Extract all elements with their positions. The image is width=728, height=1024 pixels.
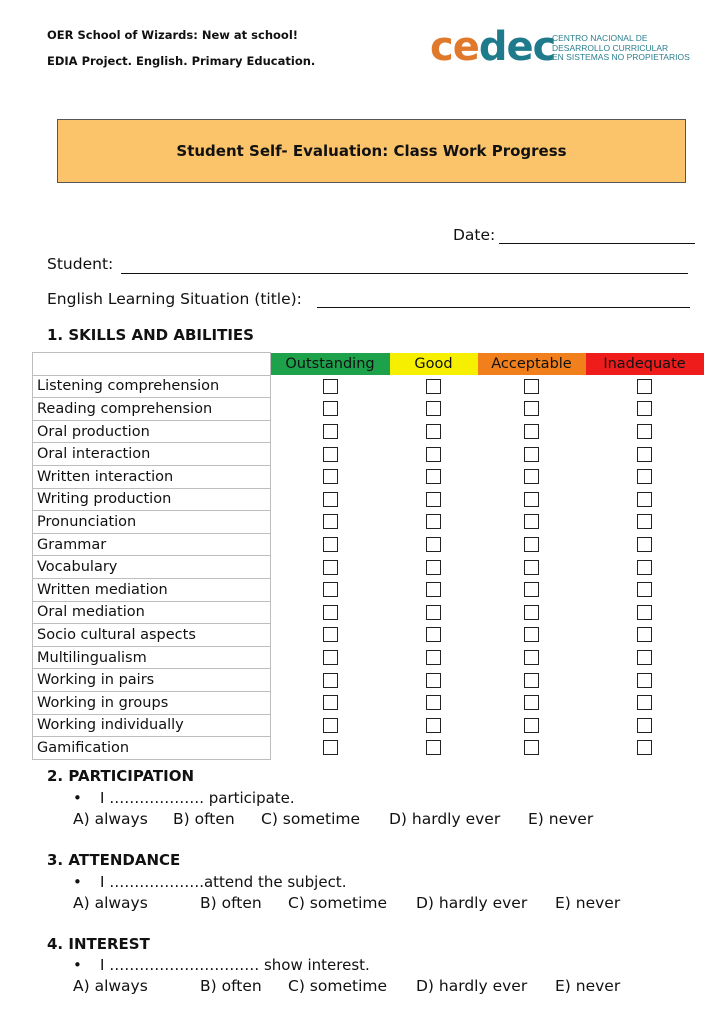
participation-option-d[interactable]: D) hardly ever	[389, 810, 501, 828]
rating-cell	[390, 533, 478, 556]
rating-cell	[390, 420, 478, 443]
skill-label: Written interaction	[33, 465, 271, 488]
skill-row	[33, 714, 704, 737]
skill-label: Vocabulary	[33, 556, 271, 579]
cedec-logo	[430, 24, 555, 70]
interest-statement: I ………………………… show interest.	[100, 956, 370, 974]
rating-checkbox-inadequate[interactable]	[637, 582, 652, 597]
column-outstanding: Outstanding	[271, 353, 390, 376]
rating-cell	[390, 443, 478, 466]
rating-cell	[586, 533, 704, 556]
rating-cell	[478, 420, 586, 443]
rating-cell	[478, 511, 586, 534]
attendance-option-a[interactable]: A) always	[73, 894, 148, 912]
skill-label: Working individually	[33, 714, 271, 737]
rating-checkbox-inadequate[interactable]	[637, 718, 652, 733]
rating-checkbox-inadequate[interactable]	[637, 605, 652, 620]
rating-cell	[271, 556, 390, 579]
participation-option-e[interactable]: E) never	[528, 810, 594, 828]
rating-cell	[271, 533, 390, 556]
logo-word-part2: dec	[478, 24, 556, 70]
interest-option-e[interactable]: E) never	[555, 977, 621, 995]
date-line[interactable]	[499, 243, 695, 244]
rating-cell	[271, 443, 390, 466]
rating-cell	[390, 646, 478, 669]
rating-checkbox-acceptable[interactable]	[524, 401, 539, 416]
rating-cell	[390, 578, 478, 601]
rating-cell	[390, 375, 478, 398]
student-label: Student:	[47, 255, 114, 273]
date-label: Date:	[453, 226, 496, 244]
rating-checkbox-inadequate[interactable]	[637, 537, 652, 552]
rating-cell	[390, 465, 478, 488]
rating-checkbox-outstanding[interactable]	[323, 469, 338, 484]
rating-cell	[586, 443, 704, 466]
rating-cell	[586, 691, 704, 714]
rating-checkbox-acceptable[interactable]	[524, 695, 539, 710]
rating-checkbox-outstanding[interactable]	[323, 627, 338, 642]
rating-checkbox-acceptable[interactable]	[524, 560, 539, 575]
rating-cell	[586, 511, 704, 534]
rating-checkbox-good[interactable]	[426, 537, 441, 552]
skill-row	[33, 511, 704, 534]
rating-cell	[478, 624, 586, 647]
rating-checkbox-inadequate[interactable]	[637, 401, 652, 416]
skill-label: Grammar	[33, 533, 271, 556]
rating-cell	[478, 601, 586, 624]
rating-checkbox-inadequate[interactable]	[637, 673, 652, 688]
rating-cell	[478, 465, 586, 488]
rating-cell	[271, 511, 390, 534]
situation-line[interactable]	[317, 307, 690, 308]
skill-row	[33, 646, 704, 669]
skill-row	[33, 669, 704, 692]
interest-heading: 4. INTEREST	[47, 935, 150, 953]
rating-checkbox-good[interactable]	[426, 740, 441, 755]
rating-cell	[586, 578, 704, 601]
rating-checkbox-outstanding[interactable]	[323, 492, 338, 507]
rating-cell	[390, 691, 478, 714]
rating-checkbox-inadequate[interactable]	[637, 740, 652, 755]
rating-cell	[271, 488, 390, 511]
rating-cell	[271, 714, 390, 737]
skills-header-row	[33, 353, 704, 376]
rating-checkbox-acceptable[interactable]	[524, 627, 539, 642]
skill-row	[33, 691, 704, 714]
rating-cell	[271, 578, 390, 601]
rating-checkbox-acceptable[interactable]	[524, 582, 539, 597]
attendance-bullet: •	[73, 873, 82, 891]
skill-row	[33, 737, 704, 760]
rating-checkbox-acceptable[interactable]	[524, 605, 539, 620]
rating-checkbox-outstanding[interactable]	[323, 424, 338, 439]
rating-checkbox-outstanding[interactable]	[323, 650, 338, 665]
rating-cell	[390, 601, 478, 624]
rating-checkbox-inadequate[interactable]	[637, 514, 652, 529]
skill-label: Written mediation	[33, 578, 271, 601]
rating-checkbox-good[interactable]	[426, 718, 441, 733]
skill-row	[33, 375, 704, 398]
rating-cell	[586, 375, 704, 398]
rating-checkbox-outstanding[interactable]	[323, 401, 338, 416]
rating-checkbox-acceptable[interactable]	[524, 740, 539, 755]
skill-label: Oral production	[33, 420, 271, 443]
rating-checkbox-outstanding[interactable]	[323, 514, 338, 529]
participation-option-c[interactable]: C) sometime	[261, 810, 361, 828]
rating-cell	[271, 669, 390, 692]
interest-option-c[interactable]: C) sometime	[288, 977, 388, 995]
rating-checkbox-outstanding[interactable]	[323, 447, 338, 462]
rating-checkbox-good[interactable]	[426, 401, 441, 416]
rating-checkbox-good[interactable]	[426, 695, 441, 710]
skill-row	[33, 420, 704, 443]
interest-bullet: •	[73, 956, 82, 974]
skill-label: Oral mediation	[33, 601, 271, 624]
rating-cell	[586, 601, 704, 624]
rating-checkbox-acceptable[interactable]	[524, 537, 539, 552]
rating-cell	[271, 420, 390, 443]
skills-table	[32, 352, 704, 760]
rating-checkbox-outstanding[interactable]	[323, 673, 338, 688]
rating-checkbox-inadequate[interactable]	[637, 560, 652, 575]
skill-label: Multilingualism	[33, 646, 271, 669]
rating-cell	[478, 714, 586, 737]
logo-subtitle	[552, 34, 690, 63]
skill-label: Oral interaction	[33, 443, 271, 466]
rating-cell	[390, 624, 478, 647]
skill-label: Socio cultural aspects	[33, 624, 271, 647]
rating-checkbox-inadequate[interactable]	[637, 379, 652, 394]
participation-option-a[interactable]: A) always	[73, 810, 148, 828]
rating-checkbox-inadequate[interactable]	[637, 492, 652, 507]
participation-option-b[interactable]: B) often	[173, 810, 235, 828]
rating-cell	[271, 691, 390, 714]
rating-cell	[271, 375, 390, 398]
rating-cell	[478, 375, 586, 398]
skill-label: Pronunciation	[33, 511, 271, 534]
rating-checkbox-acceptable[interactable]	[524, 447, 539, 462]
skill-label: Working in pairs	[33, 669, 271, 692]
attendance-option-c[interactable]: C) sometime	[288, 894, 388, 912]
rating-checkbox-outstanding[interactable]	[323, 740, 338, 755]
attendance-option-e[interactable]: E) never	[555, 894, 621, 912]
rating-cell	[586, 556, 704, 579]
interest-option-a[interactable]: A) always	[73, 977, 148, 995]
rating-checkbox-good[interactable]	[426, 627, 441, 642]
rating-checkbox-outstanding[interactable]	[323, 718, 338, 733]
rating-checkbox-inadequate[interactable]	[637, 627, 652, 642]
rating-checkbox-outstanding[interactable]	[323, 582, 338, 597]
skill-row	[33, 624, 704, 647]
rating-checkbox-good[interactable]	[426, 582, 441, 597]
column-inadequate: Inadequate	[586, 353, 704, 376]
rating-cell	[478, 488, 586, 511]
rating-cell	[586, 398, 704, 421]
rating-cell	[390, 737, 478, 760]
skill-label: Gamification	[33, 737, 271, 760]
skills-heading: 1. SKILLS AND ABILITIES	[47, 326, 254, 344]
rating-checkbox-acceptable[interactable]	[524, 650, 539, 665]
rating-cell	[478, 646, 586, 669]
rating-checkbox-inadequate[interactable]	[637, 469, 652, 484]
rating-cell	[586, 624, 704, 647]
skill-label: Listening comprehension	[33, 375, 271, 398]
rating-cell	[390, 488, 478, 511]
rating-cell	[390, 669, 478, 692]
rating-checkbox-good[interactable]	[426, 560, 441, 575]
rating-cell	[478, 443, 586, 466]
skills-corner-cell	[33, 353, 271, 376]
skill-row	[33, 533, 704, 556]
rating-checkbox-outstanding[interactable]	[323, 560, 338, 575]
rating-cell	[586, 646, 704, 669]
header-project-subtitle: EDIA Project. English. Primary Education.	[47, 54, 316, 68]
rating-cell	[478, 669, 586, 692]
skill-row	[33, 601, 704, 624]
rating-cell	[478, 533, 586, 556]
page-title: Student Self- Evaluation: Class Work Progress	[176, 142, 567, 160]
rating-checkbox-inadequate[interactable]	[637, 447, 652, 462]
student-line[interactable]	[121, 273, 688, 274]
skill-row	[33, 488, 704, 511]
column-good: Good	[390, 353, 478, 376]
rating-checkbox-good[interactable]	[426, 673, 441, 688]
rating-checkbox-good[interactable]	[426, 379, 441, 394]
rating-checkbox-good[interactable]	[426, 424, 441, 439]
rating-cell	[271, 737, 390, 760]
rating-cell	[586, 465, 704, 488]
rating-cell	[271, 465, 390, 488]
rating-checkbox-good[interactable]	[426, 650, 441, 665]
rating-checkbox-acceptable[interactable]	[524, 673, 539, 688]
interest-option-d[interactable]: D) hardly ever	[416, 977, 528, 995]
rating-checkbox-outstanding[interactable]	[323, 695, 338, 710]
logo-sub-line3: EN SISTEMAS NO PROPIETARIOS	[552, 52, 690, 62]
rating-cell	[478, 578, 586, 601]
column-acceptable: Acceptable	[478, 353, 586, 376]
rating-checkbox-acceptable[interactable]	[524, 469, 539, 484]
rating-cell	[478, 556, 586, 579]
logo-sub-line2: DESARROLLO CURRICULAR	[552, 42, 669, 53]
attendance-statement: I ……………….attend the subject.	[100, 873, 347, 891]
rating-cell	[478, 691, 586, 714]
rating-checkbox-acceptable[interactable]	[524, 514, 539, 529]
skill-row	[33, 443, 704, 466]
skill-label: Working in groups	[33, 691, 271, 714]
rating-cell	[271, 398, 390, 421]
skill-row	[33, 556, 704, 579]
rating-cell	[586, 420, 704, 443]
rating-cell	[390, 398, 478, 421]
situation-label: English Learning Situation (title):	[47, 290, 302, 308]
logo-sub-line1: CENTRO NACIONAL DE	[552, 33, 648, 43]
interest-option-b[interactable]: B) often	[200, 977, 262, 995]
participation-statement: I ………………. participate.	[100, 789, 295, 807]
page-title-banner	[57, 119, 686, 183]
rating-checkbox-outstanding[interactable]	[323, 537, 338, 552]
rating-checkbox-inadequate[interactable]	[637, 650, 652, 665]
attendance-option-d[interactable]: D) hardly ever	[416, 894, 528, 912]
rating-checkbox-good[interactable]	[426, 514, 441, 529]
rating-checkbox-good[interactable]	[426, 492, 441, 507]
attendance-option-b[interactable]: B) often	[200, 894, 262, 912]
rating-cell	[390, 556, 478, 579]
rating-checkbox-acceptable[interactable]	[524, 379, 539, 394]
skill-row	[33, 578, 704, 601]
rating-checkbox-good[interactable]	[426, 605, 441, 620]
rating-cell	[586, 488, 704, 511]
attendance-heading: 3. ATTENDANCE	[47, 851, 181, 869]
rating-cell	[478, 737, 586, 760]
rating-cell	[390, 511, 478, 534]
rating-cell	[586, 669, 704, 692]
skill-label: Reading comprehension	[33, 398, 271, 421]
rating-checkbox-acceptable[interactable]	[524, 718, 539, 733]
participation-heading: 2. PARTICIPATION	[47, 767, 195, 785]
rating-cell	[271, 601, 390, 624]
skill-row	[33, 465, 704, 488]
rating-cell	[586, 737, 704, 760]
skill-row	[33, 398, 704, 421]
rating-cell	[586, 714, 704, 737]
rating-checkbox-good[interactable]	[426, 447, 441, 462]
rating-checkbox-inadequate[interactable]	[637, 695, 652, 710]
rating-checkbox-acceptable[interactable]	[524, 492, 539, 507]
participation-bullet: •	[73, 789, 82, 807]
header-project-title: OER School of Wizards: New at school!	[47, 28, 299, 42]
rating-checkbox-outstanding[interactable]	[323, 605, 338, 620]
logo-word-part1: ce	[430, 24, 479, 70]
rating-checkbox-acceptable[interactable]	[524, 424, 539, 439]
skill-label: Writing production	[33, 488, 271, 511]
rating-cell	[271, 646, 390, 669]
rating-cell	[271, 624, 390, 647]
rating-checkbox-inadequate[interactable]	[637, 424, 652, 439]
rating-cell	[390, 714, 478, 737]
rating-checkbox-outstanding[interactable]	[323, 379, 338, 394]
rating-cell	[478, 398, 586, 421]
rating-checkbox-good[interactable]	[426, 469, 441, 484]
